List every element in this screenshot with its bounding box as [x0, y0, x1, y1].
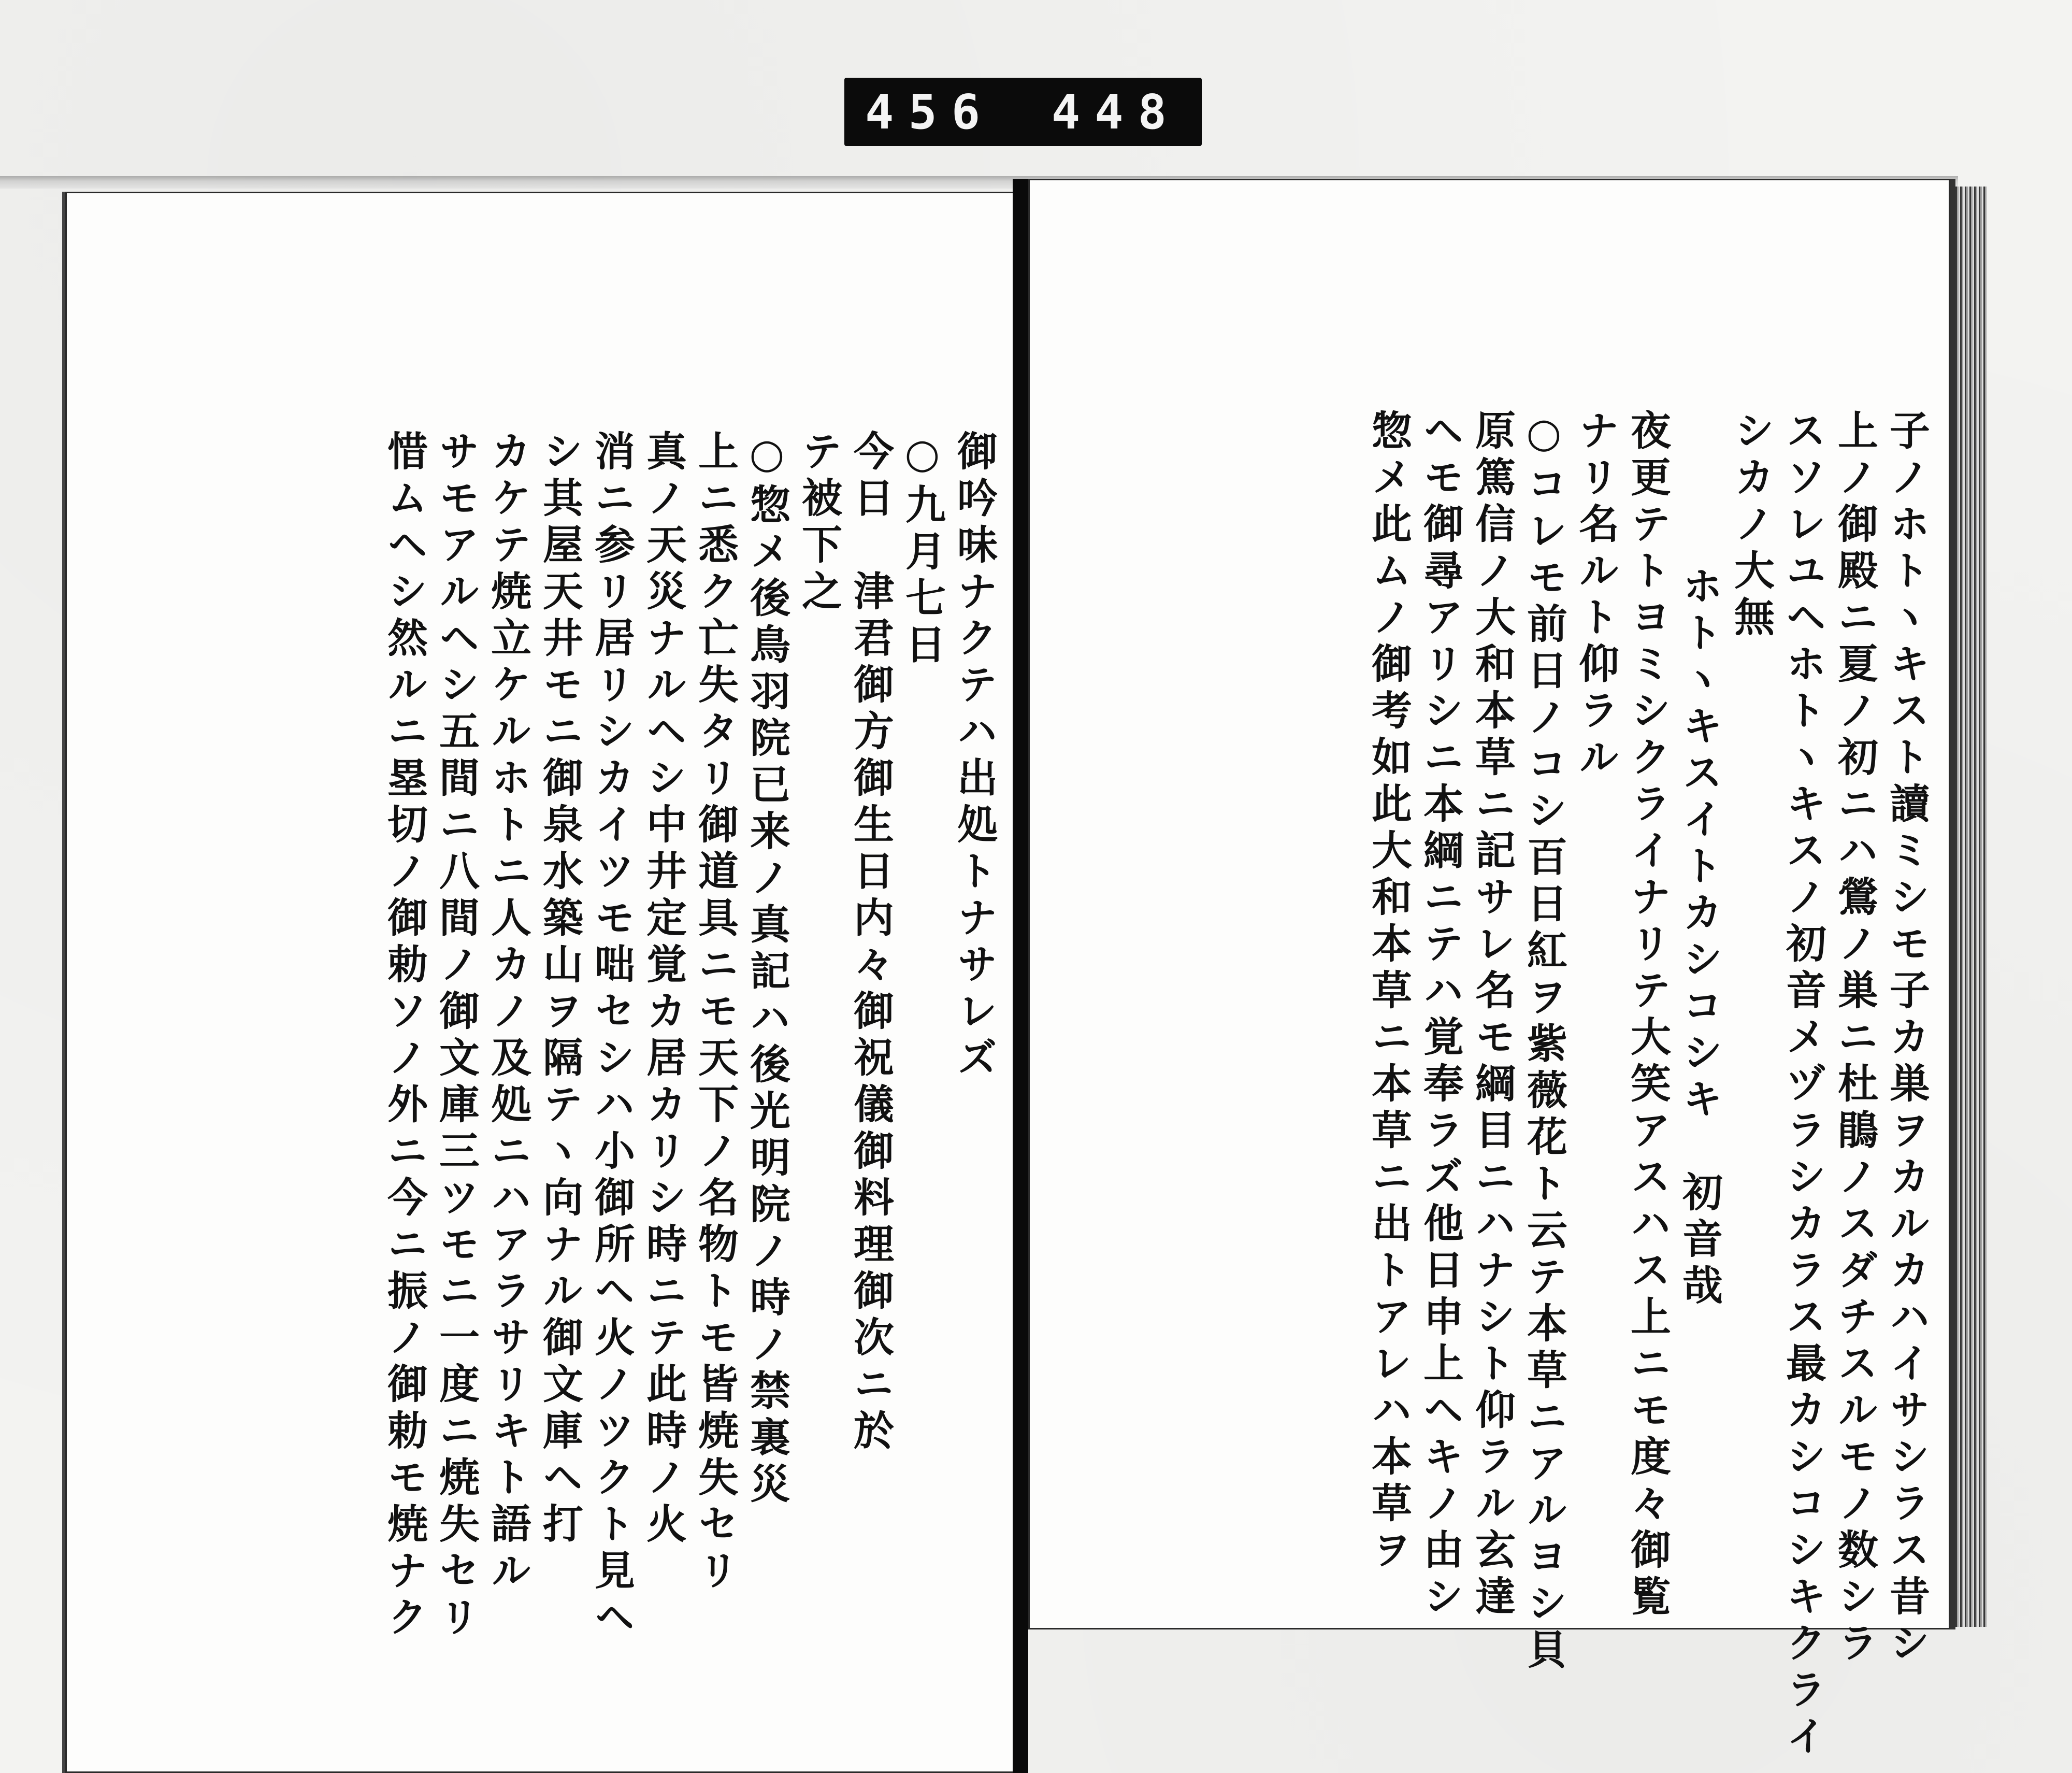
text-column: サモアルヘシ五間ニ八間ノ御文庫三ツモニ一度ニ焼失セリ [433, 430, 480, 1642]
right-page-text [1041, 409, 1932, 1762]
left-page-text [98, 430, 1000, 1648]
text-column: ○コレモ前日ノコシ百日紅ヲ紫薇花ト云テ本草ニアルヨシ貝 [1520, 409, 1567, 1675]
text-column: スソレユヘホトヽキスノ初音メヅラシカラス最カシコシキクライ [1779, 409, 1826, 1762]
text-column: 上ニ悉ク亡失タリ御道具ニモ天下ノ名物トモ皆焼失セリ [692, 430, 739, 1596]
archive-number-left: 456 [865, 84, 995, 140]
archive-number-right: 448 [1051, 84, 1181, 140]
text-column: 子ノホトヽキスト讀ミシモ子カ巣ヲカルカハイサシラス昔シ [1883, 409, 1930, 1668]
text-column: ○惣メ後鳥羽院已来ノ真記ハ後光明院ノ時ノ禁裏災 [743, 430, 790, 1509]
text-column: ヘモ御尋アリシニ本綱ニテハ覚奉ラズ他日申上ヘキノ由シ [1417, 409, 1464, 1622]
page-edges [1955, 187, 1987, 1627]
text-column: 惜ムヘシ然ルニ塁切ノ御勅ソノ外ニ今ニ振ノ御勅モ焼ナク [381, 430, 428, 1642]
text-column: 上ノ御殿ニ夏ノ初ニハ鶯ノ巣ニ杜鵑ノスダチスルモノ数シラ [1831, 409, 1878, 1668]
book-spine [1013, 179, 1028, 1773]
poem-column: ホトヽキスイトカシコシキ 初音哉 [1676, 565, 1723, 1311]
text-column: 消ニ参リ居リシカイツモ咄セシハ小御所ヘ火ノツクト見ヘ [588, 430, 635, 1642]
text-column: 夜更テトヨミシクライナリテ大笑アスハス上ニモ度々御覧 [1624, 409, 1671, 1622]
text-column: 今日 津君御方御生日内々御祝儀御料理御次ニ於 [847, 430, 894, 1456]
text-column: シカノ大無 [1728, 409, 1775, 642]
text-column: カケテ焼立ケルホトニ人カノ及処ニハアラサリキト語ル [484, 430, 531, 1596]
text-column: テ被下之 [795, 430, 842, 617]
text-column: シ其屋天井モニ御泉水築山ヲ隔テヽ向ナル御文庫ヘ打 [536, 430, 583, 1549]
text-column: 原篤信ノ大和本草ニ記サレ名モ綱目ニハナシト仰ラル玄達 [1469, 409, 1516, 1622]
date-heading: ○九月七日 [899, 430, 946, 670]
text-column: ナリ名ルト仰ラル [1572, 409, 1619, 782]
text-column: 御吟味ナクテハ出処トナサレズ [951, 430, 998, 1083]
text-column: 惣メ此ムノ御考如此大和本草ニ本草ニ出トアレハ本草ヲ [1365, 409, 1412, 1575]
text-column: 真ノ天災ナルヘシ中井定覚カ居カリシ時ニテ此時ノ火 [640, 430, 687, 1549]
archive-number-label [844, 78, 1202, 146]
